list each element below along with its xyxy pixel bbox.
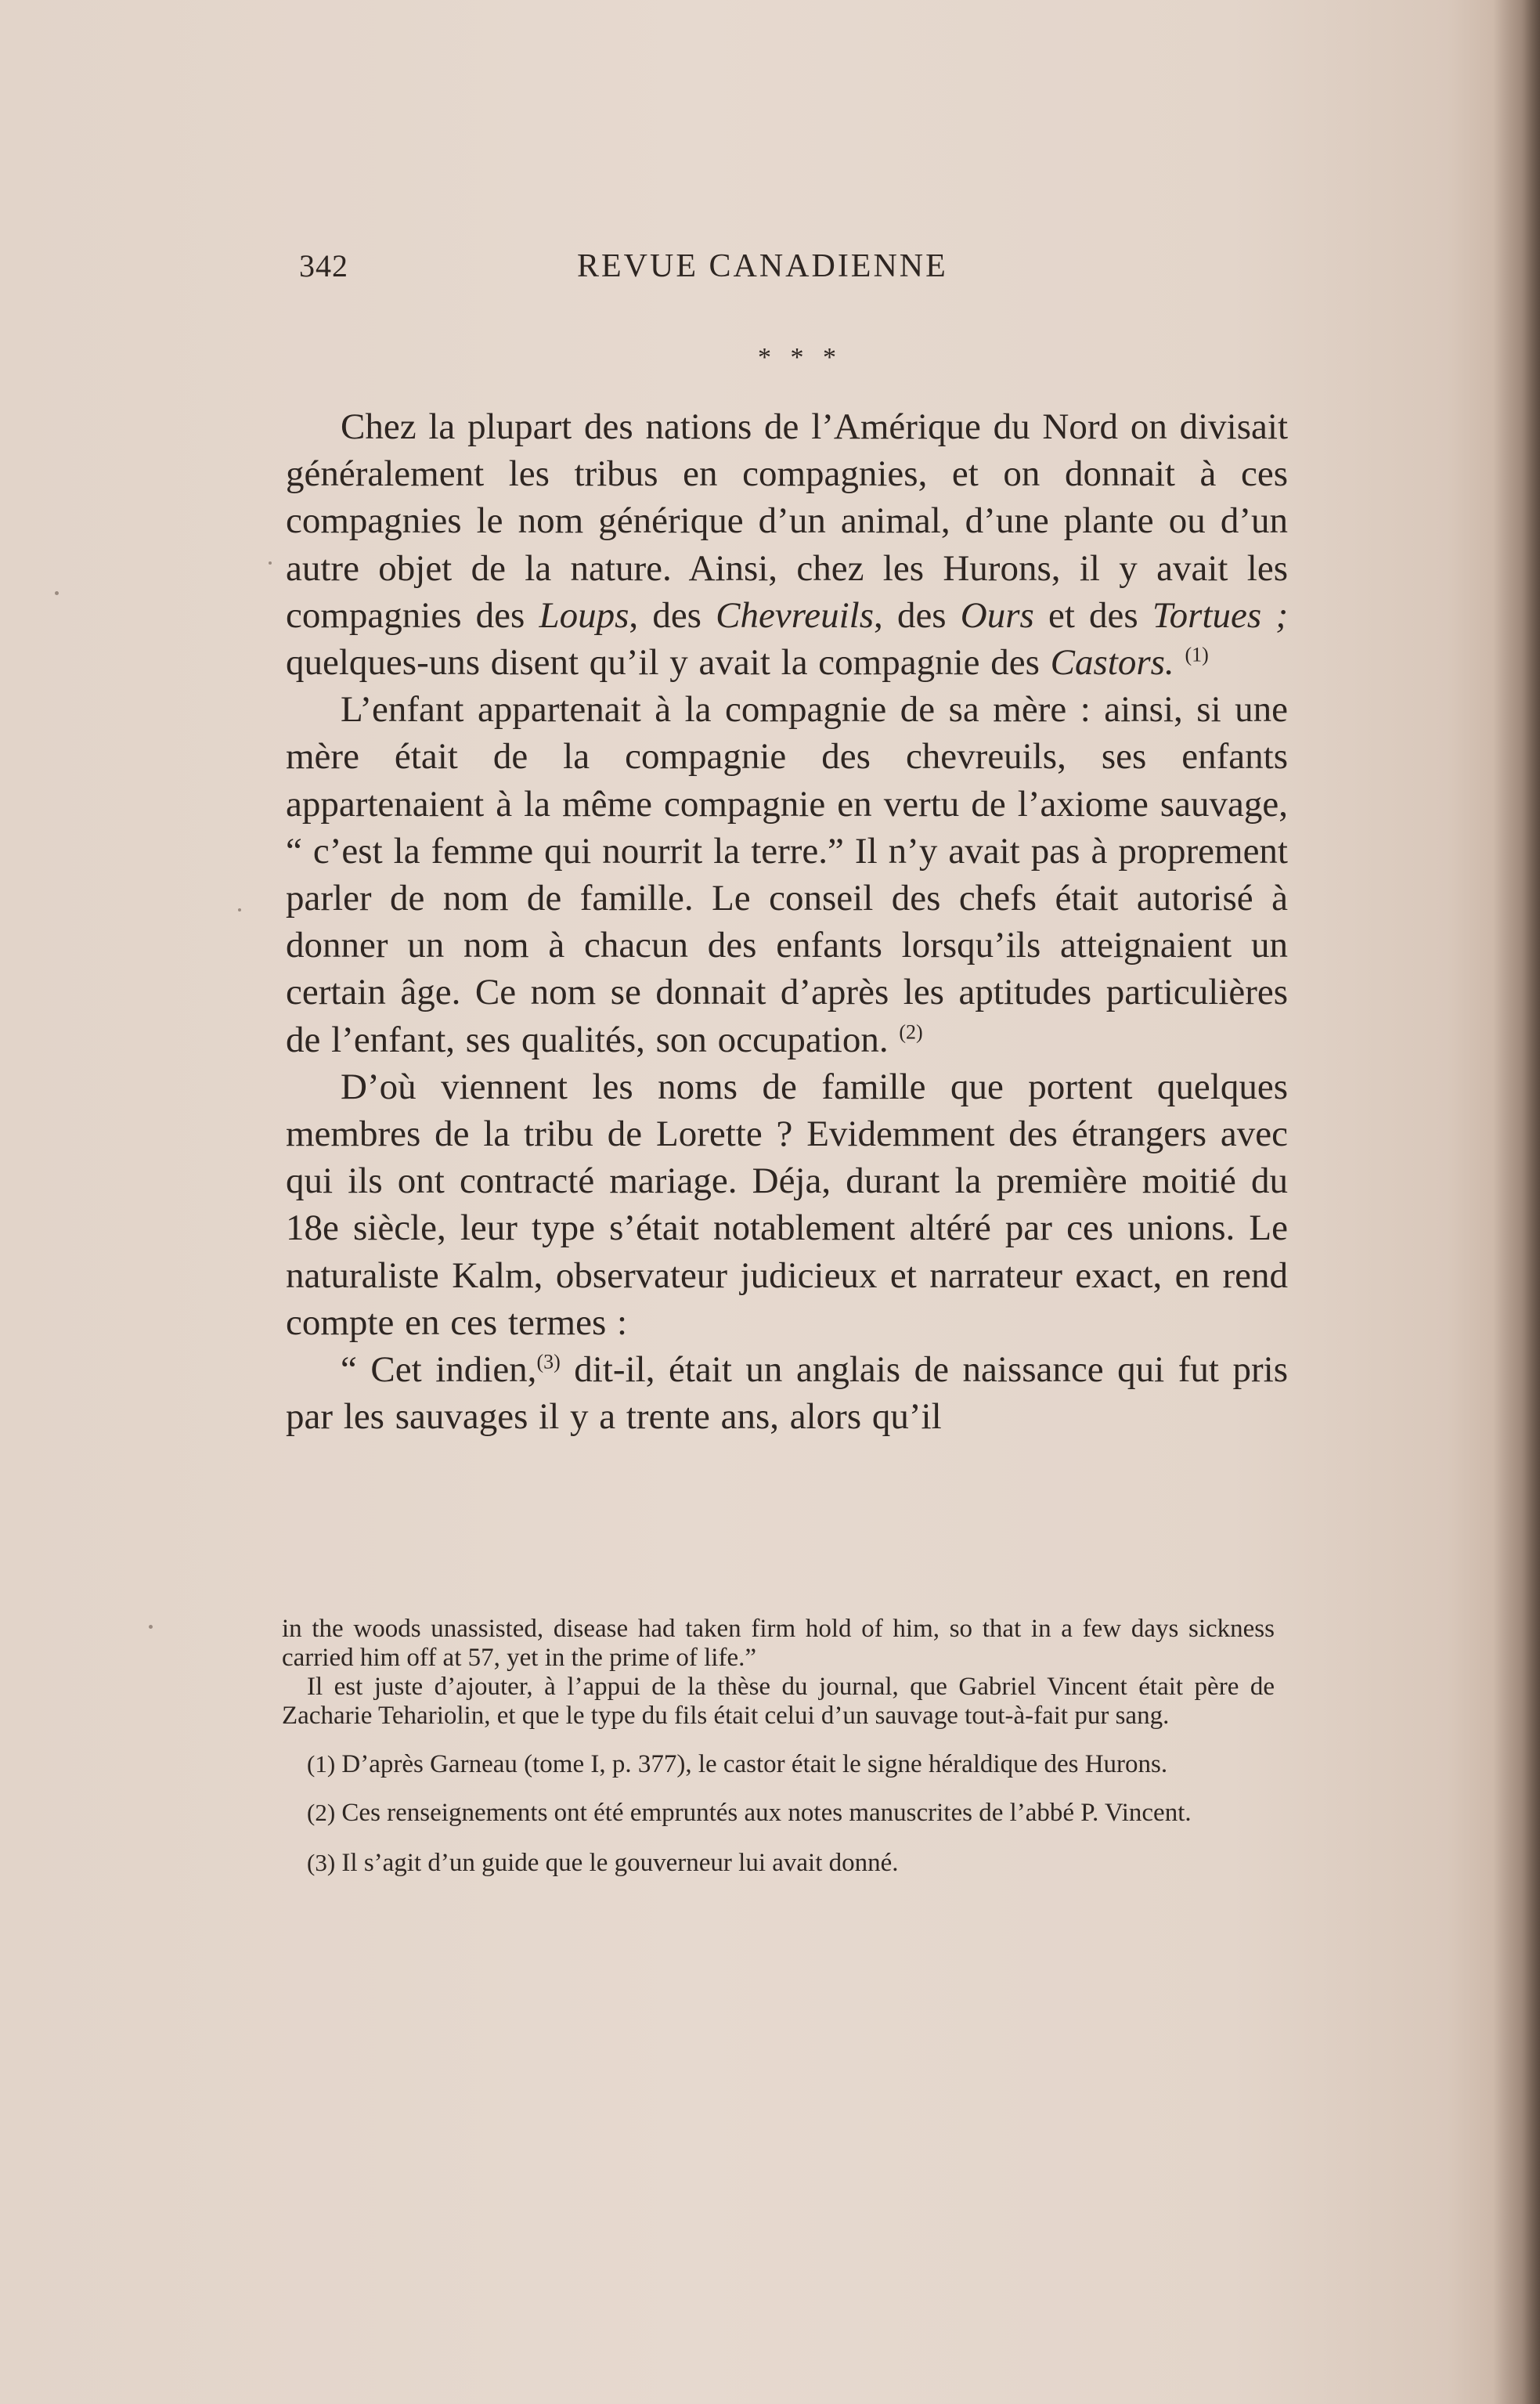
footnote: (2) Ces renseignements ont été empruntés aux notes manuscrites de l’abbé P. Vincent. (307, 1799, 1192, 1827)
note-continuation: in the woods unassisted, disease had taken firm hold of him, so that in a few days sickness carried him off at 57, yet in the prime of life.” (282, 1615, 1275, 1672)
footnote: (1) D’après Garneau (tome I, p. 377), le castor était le signe héraldique des Hurons. (307, 1750, 1168, 1778)
article-body (286, 403, 1288, 1440)
running-head (299, 247, 1019, 294)
paragraph: D’où viennent les noms de famille que portent quelques membres de la tribu de Lorette ? Evidemment des étrangers avec qui ils ont contracté mariage. Déja, durant la première moitié du 18e siècle, leur type s’était notablement altéré par ces unions. Le naturaliste Kalm, observateur judicieux et narrateur exact, en rend compte en ces termes : (286, 1066, 1288, 1343)
page-edge-shadow (1493, 0, 1540, 2404)
section-separator: * * * (758, 343, 842, 372)
note-remark: Il est juste d’ajouter, à l’appui de la thèse du journal, que Gabriel Vincent était père de Zacharie Tehariolin, et que le type du fils était celui d’un sauvage tout-à-fait pur sang. (282, 1673, 1275, 1730)
journal-title: REVUE CANADIENNE (577, 248, 948, 284)
paper-speck (55, 591, 59, 595)
page-number: 342 (299, 248, 348, 283)
footnote-ref: (2) (899, 1020, 923, 1043)
paper-speck (149, 1625, 153, 1629)
footnotes-area (282, 1615, 1275, 1878)
footnote: (3) Il s’agit d’un guide que le gouverneur lui avait donné. (307, 1849, 899, 1877)
paper-speck (238, 908, 241, 911)
footnote-ref: (1) (1185, 643, 1209, 666)
paragraph: Chez la plupart des nations de l’Amérique du Nord on divisait généralement les tribus en compagnies, et on donnait à ces compagnies le nom générique d’un animal, d’une plante ou d’un autre objet de la nature. Ainsi, chez les Hurons, il y avait les compagnies des Loups, des Chevreuils, des Ours et des Tortues ; quelques-uns disent qu’il y avait la compagnie des Castors. $^{(1)}$ (286, 406, 1288, 684)
paragraph: L’enfant appartenait à la compagnie de sa mère : ainsi, si une mère était de la compagnie des chevreuils, ses enfants appartenaient à la même compagnie en vertu de l’axiome sauvage, “ c’est la femme qui nourrit la terre.” Il n’y avait pas à proprement parler de nom de famille. Le conseil des chefs était autorisé à donner un nom à chacun des enfants lorsqu’ils atteignaient un certain âge. Ce nom se donnait d’après les aptitudes particulières de l’enfant, ses qualités, son occupation. $^{(2)}$ (286, 689, 1288, 1060)
footnote-ref: (3) (536, 1350, 561, 1373)
paper-speck (269, 561, 272, 565)
paragraph: “ Cet indien,$^{(3)}$ dit-il, était un anglais de naissance qui fut pris par les sauvages il y a trente ans, alors qu’il (286, 1349, 1288, 1438)
